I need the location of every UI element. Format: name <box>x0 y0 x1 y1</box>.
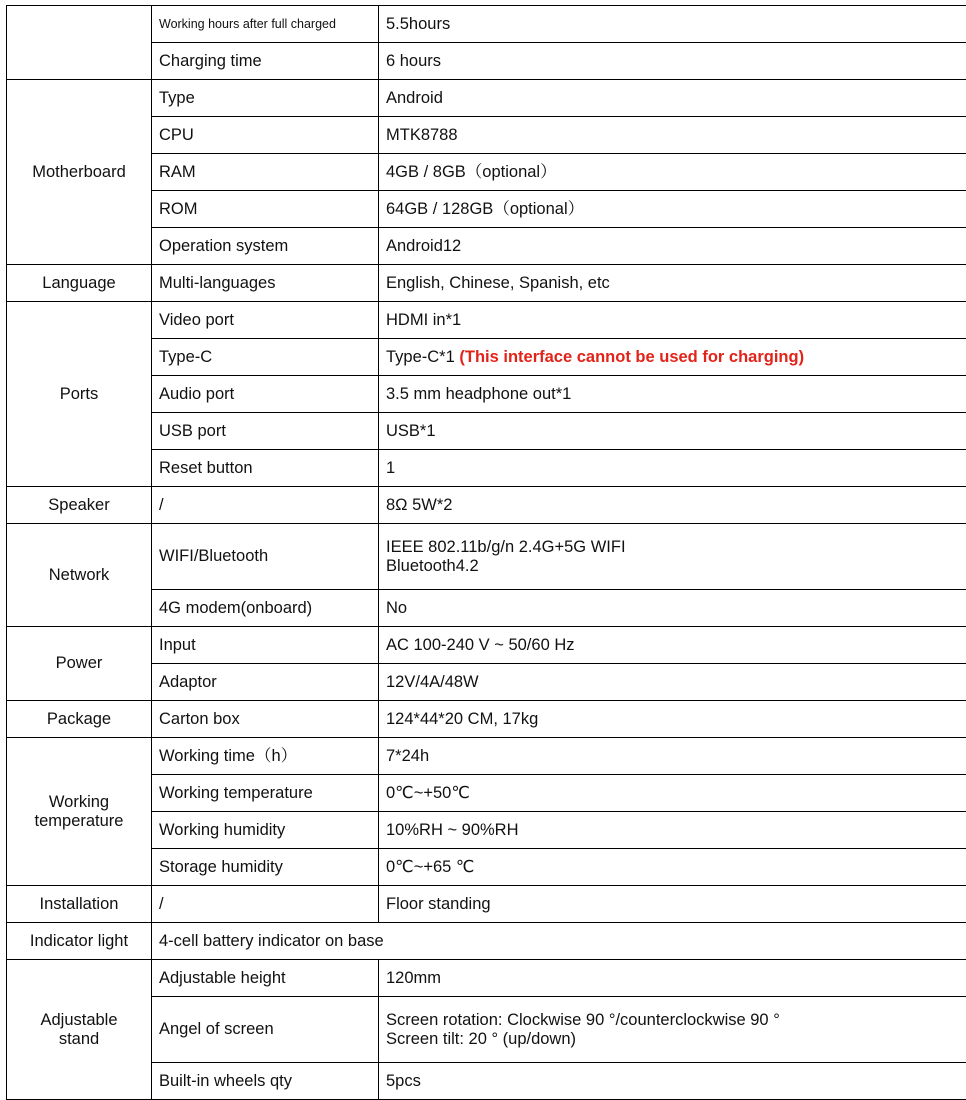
spec-label-cpu: CPU <box>152 117 379 154</box>
spec-value-type: Android <box>379 80 966 117</box>
type-c-value-text: Type-C*1 <box>386 348 459 366</box>
spec-value-storage-humidity: 0℃~+65 ℃ <box>379 849 966 886</box>
spec-value-working-humidity: 10%RH ~ 90%RH <box>379 812 966 849</box>
table-row <box>7 627 966 664</box>
spec-label-angel-of-screen: Angel of screen <box>152 997 379 1063</box>
spec-value-indicator-light: 4-cell battery indicator on base <box>152 923 966 960</box>
spec-value-usb-port: USB*1 <box>379 413 966 450</box>
table-row <box>7 265 966 302</box>
spec-value-reset-button: 1 <box>379 450 966 487</box>
spec-value-4g-modem: No <box>379 590 966 627</box>
spec-label-audio-port: Audio port <box>152 376 379 413</box>
table-row <box>7 302 966 339</box>
spec-value-installation: Floor standing <box>379 886 966 923</box>
category-line: temperature <box>11 812 147 831</box>
spec-label-type: Type <box>152 80 379 117</box>
spec-label-reset-button: Reset button <box>152 450 379 487</box>
table-row <box>7 80 966 117</box>
spec-label-adaptor: Adaptor <box>152 664 379 701</box>
spec-label-installation: / <box>152 886 379 923</box>
spec-label-rom: ROM <box>152 191 379 228</box>
spec-value-adaptor: 12V/4A/48W <box>379 664 966 701</box>
spec-value-wifi-bluetooth <box>379 524 966 590</box>
spec-label-4g-modem: 4G modem(onboard) <box>152 590 379 627</box>
spec-label-adjustable-height: Adjustable height <box>152 960 379 997</box>
table-row <box>7 524 966 590</box>
spec-value-ram: 4GB / 8GB（optional） <box>379 154 966 191</box>
spec-value-multi-languages: English, Chinese, Spanish, etc <box>379 265 966 302</box>
spec-value-working-temperature: 0℃~+50℃ <box>379 775 966 812</box>
spec-label-working-temperature: Working temperature <box>152 775 379 812</box>
category-package: Package <box>7 701 152 738</box>
category-line: stand <box>11 1030 147 1049</box>
spec-label-usb-port: USB port <box>152 413 379 450</box>
spec-label-working-hours: Working hours after full charged <box>152 6 379 43</box>
category-installation: Installation <box>7 886 152 923</box>
spec-value-working-hours: 5.5hours <box>379 6 966 43</box>
spec-value-adjustable-height: 120mm <box>379 960 966 997</box>
spec-label-carton-box: Carton box <box>152 701 379 738</box>
type-c-warning-text: (This interface cannot be used for charging) <box>459 348 804 366</box>
spec-value-type-c <box>379 339 966 376</box>
spec-label-speaker: / <box>152 487 379 524</box>
table-row <box>7 738 966 775</box>
bluetooth-value-line: Bluetooth4.2 <box>386 557 966 576</box>
spec-label-multi-languages: Multi-languages <box>152 265 379 302</box>
table-row <box>7 886 966 923</box>
category-power: Power <box>7 627 152 701</box>
spec-value-os: Android12 <box>379 228 966 265</box>
spec-label-storage-humidity: Storage humidity <box>152 849 379 886</box>
category-network: Network <box>7 524 152 627</box>
category-line: Adjustable <box>11 1011 147 1030</box>
spec-value-audio-port: 3.5 mm headphone out*1 <box>379 376 966 413</box>
spec-label-wheels-qty: Built-in wheels qty <box>152 1063 379 1100</box>
spec-label-input: Input <box>152 627 379 664</box>
spec-label-video-port: Video port <box>152 302 379 339</box>
spec-label-wifi-bluetooth: WIFI/Bluetooth <box>152 524 379 590</box>
spec-value-working-time: 7*24h <box>379 738 966 775</box>
table-row <box>7 960 966 997</box>
spec-value-cpu: MTK8788 <box>379 117 966 154</box>
spec-value-carton-box: 124*44*20 CM, 17kg <box>379 701 966 738</box>
spec-label-type-c: Type-C <box>152 339 379 376</box>
category-motherboard: Motherboard <box>7 80 152 265</box>
table-row <box>7 701 966 738</box>
table-row <box>7 487 966 524</box>
screen-rotation-line: Screen rotation: Clockwise 90 °/counterclockwise 90 ° <box>386 1011 966 1030</box>
spec-value-wheels-qty: 5pcs <box>379 1063 966 1100</box>
table-row <box>7 923 966 960</box>
spec-value-angel-of-screen <box>379 997 966 1063</box>
category-adjustable-stand <box>7 960 152 1100</box>
spec-label-charging-time: Charging time <box>152 43 379 80</box>
spec-label-working-humidity: Working humidity <box>152 812 379 849</box>
spec-value-rom: 64GB / 128GB（optional） <box>379 191 966 228</box>
spec-value-input: AC 100-240 V ~ 50/60 Hz <box>379 627 966 664</box>
wifi-value-line: IEEE 802.11b/g/n 2.4G+5G WIFI <box>386 538 966 557</box>
table-row <box>7 6 966 43</box>
spec-table <box>6 5 966 1100</box>
screen-tilt-line: Screen tilt: 20 ° (up/down) <box>386 1030 966 1049</box>
spec-value-video-port: HDMI in*1 <box>379 302 966 339</box>
category-language: Language <box>7 265 152 302</box>
category-line: Working <box>11 793 147 812</box>
category-speaker: Speaker <box>7 487 152 524</box>
spec-label-os: Operation system <box>152 228 379 265</box>
category-working-temperature <box>7 738 152 886</box>
category-cell-battery <box>7 6 152 80</box>
spec-value-speaker: 8Ω 5W*2 <box>379 487 966 524</box>
spec-label-ram: RAM <box>152 154 379 191</box>
category-indicator-light: Indicator light <box>7 923 152 960</box>
category-ports: Ports <box>7 302 152 487</box>
spec-value-charging-time: 6 hours <box>379 43 966 80</box>
spec-label-working-time: Working time（h） <box>152 738 379 775</box>
